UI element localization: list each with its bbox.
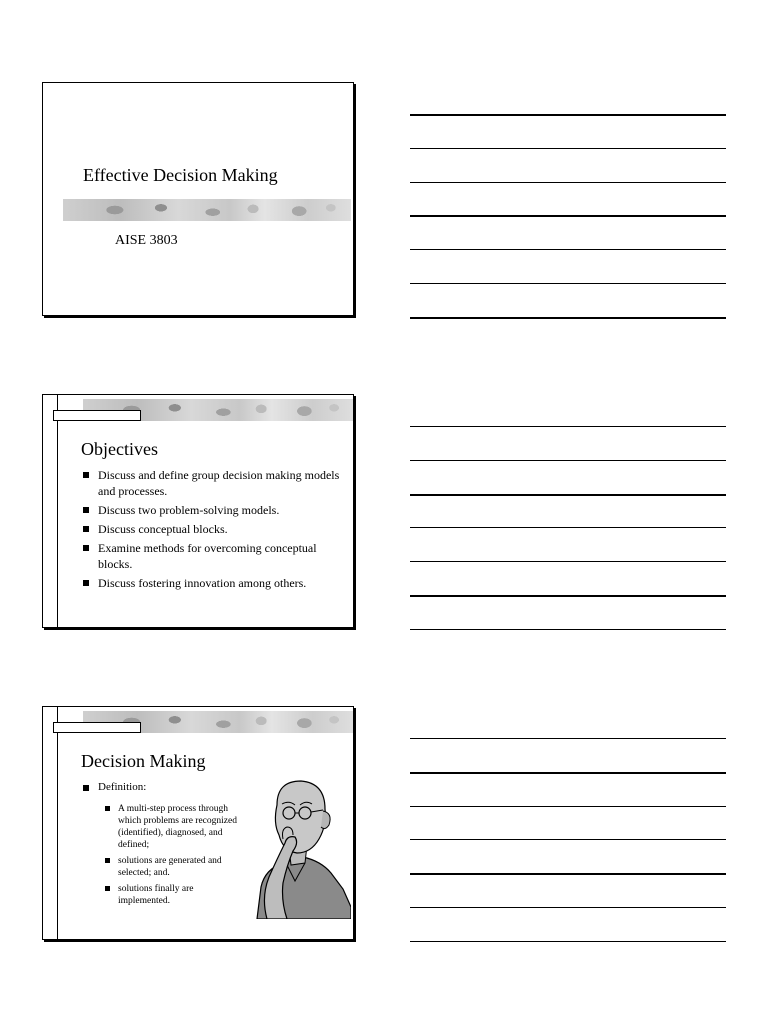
bullet-text: Discuss fostering innovation among others. [98,576,307,590]
bullet-text: Discuss two problem-solving models. [98,503,280,517]
sub-bullet-item [103,855,241,879]
bullet-text: Examine methods for overcoming conceptual blocks. [98,541,317,571]
slide-2-bullet-list [81,467,349,594]
bullet-text: Discuss and define group decision making models and processes. [98,468,340,498]
note-line [410,148,726,149]
note-line [410,215,726,217]
square-bullet-icon [83,507,89,513]
note-line [410,839,726,840]
note-line [410,629,726,630]
slide-header-box [53,722,141,733]
thinking-man-clipart [247,777,351,919]
note-line [410,772,726,774]
sub-bullet-text: A multi-step process through which problems are recognized (identified), diagnosed, and defined; [118,804,237,850]
square-bullet-icon [105,886,110,891]
slide-1-thumbnail [42,82,354,316]
note-line [410,249,726,250]
bullet-item [81,502,349,518]
slide-left-rule [57,707,58,939]
note-line [410,595,726,597]
slide-banner-image [63,199,351,221]
square-bullet-icon [83,526,89,532]
note-line [410,283,726,284]
square-bullet-icon [83,785,89,791]
bullet-text: Discuss conceptual blocks. [98,522,228,536]
slide-2-title: Objectives [81,439,158,459]
slide-header-box [53,410,141,421]
square-bullet-icon [83,545,89,551]
bullet-item [81,521,349,537]
note-line [410,738,726,739]
note-line [410,561,726,562]
bullet-item [81,467,349,499]
note-line [410,527,726,528]
square-bullet-icon [83,472,89,478]
slide-3-thumbnail [42,706,354,940]
note-line [410,873,726,875]
square-bullet-icon [83,580,89,586]
sub-bullet-item [103,883,241,907]
sub-bullet-item [103,803,241,851]
slide-2-thumbnail [42,394,354,628]
bullet-item [81,575,349,591]
sub-bullet-text: solutions finally are implemented. [118,884,194,906]
bullet-item [81,540,349,572]
bullet-text: Definition: [98,781,147,793]
bullet-item [81,781,146,793]
slide-3-title: Decision Making [81,751,206,771]
note-line [410,806,726,807]
sub-bullet-text: solutions are generated and selected; and. [118,856,222,878]
note-line [410,907,726,908]
note-line [410,182,726,183]
note-line [410,317,726,319]
note-line [410,494,726,496]
slide-3-sub-bullet-list [103,803,241,911]
slide-1-subtitle: AISE 3803 [115,233,178,248]
note-line [410,460,726,461]
note-line [410,426,726,427]
square-bullet-icon [105,858,110,863]
note-line [410,941,726,942]
note-line [410,114,726,116]
square-bullet-icon [105,806,110,811]
slide-left-rule [57,395,58,627]
slide-1-title: Effective Decision Making [83,165,278,185]
